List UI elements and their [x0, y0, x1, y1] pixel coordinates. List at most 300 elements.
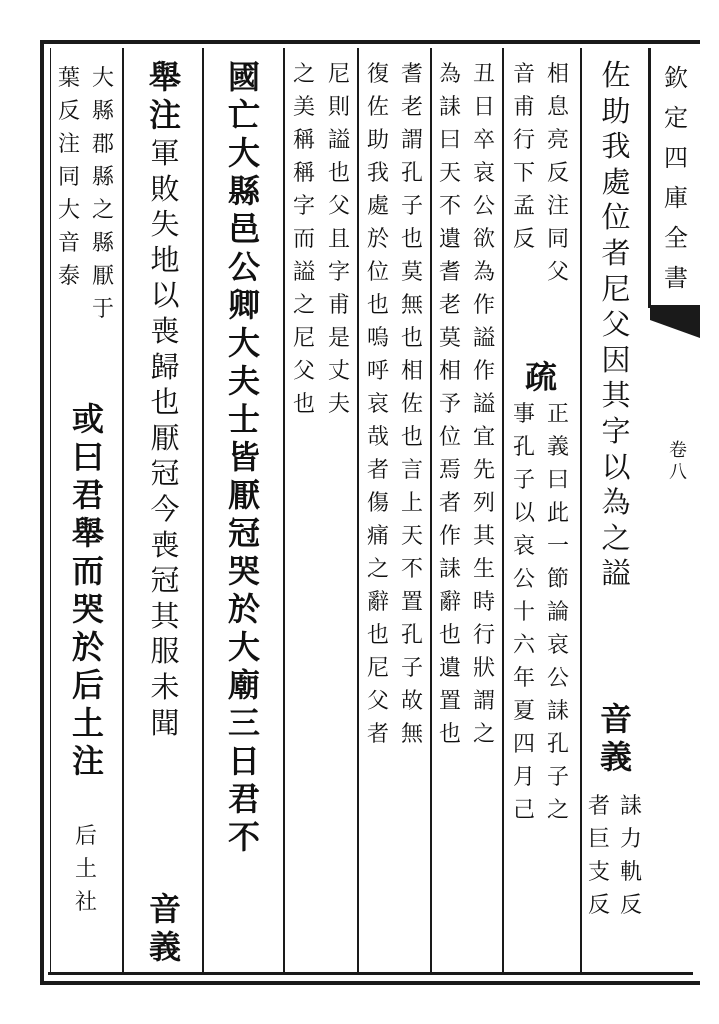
annotation-text — [86, 62, 120, 326]
glyph: 位 — [438, 425, 461, 450]
glyph: 時 — [472, 590, 495, 615]
glyph: 之 — [472, 722, 495, 747]
column-text — [508, 358, 574, 396]
glyph: 一 — [546, 534, 569, 559]
glyph: 天 — [438, 161, 461, 186]
text-column-1 — [586, 58, 646, 592]
glyph: 字 — [601, 413, 631, 448]
glyph: 者 — [587, 794, 610, 819]
glyph: 哀 — [512, 534, 535, 559]
glyph: 復 — [366, 62, 389, 87]
glyph: 服 — [150, 634, 180, 669]
glyph: 未 — [150, 669, 180, 704]
glyph: 曰 — [546, 468, 569, 493]
glyph: 軌 — [619, 860, 642, 885]
glyph: 稱 — [292, 128, 315, 153]
glyph: 年 — [512, 666, 535, 691]
glyph: 聞 — [150, 705, 180, 740]
glyph: 公 — [472, 194, 495, 219]
fishtail-mark — [650, 308, 700, 368]
glyph: 君 — [227, 780, 260, 818]
annotation-2e — [506, 398, 542, 827]
glyph: 而 — [292, 227, 315, 252]
glyph: 節 — [546, 567, 569, 592]
glyph: 士 — [227, 400, 260, 438]
glyph: 反 — [57, 99, 80, 124]
glyph: 痛 — [366, 524, 389, 549]
annotation-text — [583, 790, 615, 922]
glyph: 子 — [400, 656, 423, 681]
annotation-text — [506, 58, 542, 256]
glyph: 公 — [546, 666, 569, 691]
glyph: 反 — [619, 893, 642, 918]
inner-rule — [50, 48, 51, 974]
glyph: 我 — [366, 161, 389, 186]
glyph: 月 — [512, 765, 535, 790]
annotation-8d — [66, 820, 106, 919]
glyph: 舉 — [148, 58, 181, 96]
glyph: 呼 — [366, 359, 389, 384]
glyph: 以 — [512, 501, 535, 526]
glyph: 焉 — [438, 458, 461, 483]
glyph: 君 — [71, 476, 104, 514]
glyph: 冠 — [150, 563, 180, 598]
glyph: 其 — [150, 598, 180, 633]
glyph: 此 — [546, 501, 569, 526]
annotation-text — [66, 820, 106, 919]
glyph: 公 — [512, 567, 535, 592]
glyph: 不 — [400, 557, 423, 582]
column-divider — [202, 48, 204, 972]
glyph: 謚 — [472, 392, 495, 417]
glyph: 相 — [438, 359, 461, 384]
glyph: 大 — [91, 66, 114, 91]
glyph: 全 — [664, 224, 688, 252]
glyph: 社 — [74, 890, 97, 915]
glyph: 論 — [546, 600, 569, 625]
glyph: 也 — [438, 722, 461, 747]
glyph: 之 — [601, 520, 631, 555]
glyph: 十 — [512, 600, 535, 625]
glyph: 八 — [669, 462, 687, 483]
glyph: 之 — [546, 798, 569, 823]
glyph: 誄 — [438, 95, 461, 120]
glyph: 我 — [601, 129, 631, 164]
glyph: 縣 — [91, 165, 114, 190]
glyph: 哭 — [227, 552, 260, 590]
column-text — [208, 58, 280, 856]
glyph: 注 — [546, 194, 569, 219]
annotation-text — [432, 58, 468, 751]
glyph: 失 — [150, 207, 180, 242]
juan-text — [660, 440, 696, 484]
annotation-2b — [506, 58, 542, 256]
glyph: 於 — [227, 590, 260, 628]
glyph: 父 — [292, 359, 315, 384]
glyph: 孔 — [546, 732, 569, 757]
glyph: 公 — [227, 248, 260, 286]
glyph: 者 — [366, 458, 389, 483]
glyph: 相 — [400, 359, 423, 384]
glyph: 冠 — [227, 514, 260, 552]
bottom-rule — [48, 972, 693, 975]
glyph: 于 — [91, 297, 114, 322]
glyph: 且 — [327, 227, 350, 252]
glyph: 則 — [327, 95, 350, 120]
glyph: 大 — [57, 198, 80, 223]
glyph: 卿 — [227, 286, 260, 324]
glyph: 三 — [227, 704, 260, 742]
glyph: 泰 — [57, 264, 80, 289]
glyph: 甫 — [327, 293, 350, 318]
annotation-text — [506, 398, 542, 827]
glyph: 是 — [327, 326, 350, 351]
glyph: 疏 — [524, 358, 557, 396]
annotation-text — [540, 58, 576, 289]
annotation-text — [360, 58, 396, 751]
glyph: 謚 — [327, 128, 350, 153]
glyph: 夫 — [327, 392, 350, 417]
glyph: 之 — [366, 557, 389, 582]
glyph: 於 — [71, 628, 104, 666]
annotation-4b — [360, 58, 396, 751]
glyph: 誄 — [619, 794, 642, 819]
glyph: 卒 — [472, 128, 495, 153]
glyph: 不 — [227, 818, 260, 856]
glyph: 因 — [601, 342, 631, 377]
glyph: 稱 — [292, 161, 315, 186]
column-text — [586, 700, 646, 776]
glyph: 父 — [601, 307, 631, 342]
glyph: 行 — [512, 128, 535, 153]
annotation-4a — [394, 58, 430, 751]
annotation-text — [321, 58, 357, 421]
glyph: 言 — [400, 458, 423, 483]
annotation-text — [615, 790, 647, 922]
column-divider — [283, 48, 285, 972]
glyph: 尼 — [327, 62, 350, 87]
glyph: 上 — [400, 491, 423, 516]
annotation-text — [52, 62, 86, 293]
glyph: 耆 — [438, 260, 461, 285]
glyph: 尼 — [292, 326, 315, 351]
glyph: 欲 — [472, 227, 495, 252]
glyph: 音 — [148, 890, 181, 928]
glyph: 相 — [546, 62, 569, 87]
glyph: 哉 — [366, 425, 389, 450]
glyph: 置 — [438, 689, 461, 714]
glyph: 於 — [366, 227, 389, 252]
annotation-3a — [466, 58, 502, 751]
glyph: 莫 — [400, 260, 423, 285]
glyph: 大 — [227, 324, 260, 362]
glyph: 卷 — [669, 440, 687, 461]
glyph: 助 — [601, 93, 631, 128]
glyph: 字 — [292, 194, 315, 219]
glyph: 廟 — [227, 666, 260, 704]
text-column-6 — [208, 58, 280, 856]
glyph: 大 — [227, 134, 260, 172]
glyph: 同 — [546, 227, 569, 252]
margin-title-text — [654, 58, 698, 298]
glyph: 也 — [400, 326, 423, 351]
glyph: 冠 — [150, 456, 180, 491]
glyph: 哀 — [472, 161, 495, 186]
shu-marker — [508, 358, 574, 396]
glyph: 曰 — [71, 438, 104, 476]
glyph: 其 — [472, 524, 495, 549]
glyph: 義 — [599, 738, 632, 776]
annotation-text — [540, 398, 576, 827]
text-column-1-yinyi — [586, 700, 646, 776]
glyph: 遺 — [438, 656, 461, 681]
glyph: 也 — [438, 623, 461, 648]
glyph: 日 — [472, 95, 495, 120]
glyph: 孟 — [512, 194, 535, 219]
glyph: 狀 — [472, 656, 495, 681]
glyph: 處 — [601, 164, 631, 199]
glyph: 處 — [366, 194, 389, 219]
glyph: 同 — [57, 165, 80, 190]
text-column-7-note — [130, 136, 200, 741]
glyph: 尼 — [601, 271, 631, 306]
glyph: 亮 — [546, 128, 569, 153]
text-column-8-main — [56, 400, 120, 780]
glyph: 佐 — [400, 392, 423, 417]
glyph: 孔 — [512, 435, 535, 460]
glyph: 無 — [400, 293, 423, 318]
glyph: 六 — [512, 633, 535, 658]
glyph: 音 — [57, 231, 80, 256]
glyph: 美 — [292, 95, 315, 120]
glyph: 故 — [400, 689, 423, 714]
glyph: 者 — [366, 722, 389, 747]
glyph: 佐 — [601, 58, 631, 92]
glyph: 喪 — [150, 313, 180, 348]
glyph: 之 — [292, 293, 315, 318]
glyph: 之 — [91, 198, 114, 223]
glyph: 不 — [438, 194, 461, 219]
glyph: 注 — [71, 742, 104, 780]
margin-title — [654, 58, 698, 298]
glyph: 音 — [512, 62, 535, 87]
glyph: 作 — [472, 359, 495, 384]
glyph: 義 — [148, 928, 181, 966]
glyph: 者 — [601, 235, 631, 270]
glyph: 日 — [227, 742, 260, 780]
glyph: 宜 — [472, 425, 495, 450]
annotation-text — [394, 58, 430, 751]
column-divider — [357, 48, 359, 972]
glyph: 尼 — [366, 656, 389, 681]
glyph: 謂 — [400, 128, 423, 153]
glyph: 予 — [438, 392, 461, 417]
glyph: 地 — [150, 242, 180, 277]
glyph: 事 — [512, 402, 535, 427]
glyph: 丑 — [472, 62, 495, 87]
glyph: 庫 — [664, 184, 688, 212]
glyph: 厭 — [150, 420, 180, 455]
glyph: 厭 — [91, 264, 114, 289]
glyph: 其 — [601, 378, 631, 413]
glyph: 音 — [599, 700, 632, 738]
glyph: 字 — [327, 260, 350, 285]
glyph: 老 — [400, 95, 423, 120]
annotation-8a — [86, 62, 120, 326]
annotation-5a — [321, 58, 357, 421]
glyph: 四 — [664, 144, 688, 172]
glyph: 行 — [472, 623, 495, 648]
glyph: 父 — [366, 689, 389, 714]
glyph: 遺 — [438, 227, 461, 252]
glyph: 葉 — [57, 66, 80, 91]
glyph: 也 — [400, 425, 423, 450]
glyph: 歸 — [150, 349, 180, 384]
glyph: 謚 — [292, 260, 315, 285]
glyph: 謚 — [601, 556, 631, 591]
glyph: 作 — [438, 524, 461, 549]
column-text — [586, 58, 646, 592]
glyph: 孔 — [400, 623, 423, 648]
glyph: 縣 — [91, 99, 114, 124]
glyph: 為 — [472, 260, 495, 285]
glyph: 誄 — [546, 699, 569, 724]
glyph: 哀 — [366, 392, 389, 417]
glyph: 甫 — [512, 95, 535, 120]
glyph: 子 — [512, 468, 535, 493]
annotation-3b — [432, 58, 468, 751]
glyph: 以 — [150, 278, 180, 313]
annotation-8b — [52, 62, 86, 293]
glyph: 子 — [400, 194, 423, 219]
glyph: 哀 — [546, 633, 569, 658]
glyph: 辭 — [366, 590, 389, 615]
annotation-1b — [583, 790, 615, 922]
glyph: 置 — [400, 590, 423, 615]
glyph: 定 — [664, 104, 688, 132]
glyph: 助 — [366, 128, 389, 153]
column-text — [56, 400, 120, 780]
glyph: 天 — [400, 524, 423, 549]
glyph: 也 — [150, 385, 180, 420]
column-text — [130, 58, 200, 134]
column-divider — [580, 48, 582, 972]
glyph: 正 — [546, 402, 569, 427]
glyph: 注 — [148, 96, 181, 134]
glyph: 郡 — [91, 132, 114, 157]
glyph: 或 — [71, 400, 104, 438]
glyph: 辭 — [438, 590, 461, 615]
glyph: 下 — [512, 161, 535, 186]
glyph: 夫 — [227, 362, 260, 400]
glyph: 孔 — [400, 161, 423, 186]
text-column-7-yinyi — [130, 890, 200, 966]
juan-label — [660, 440, 696, 484]
glyph: 位 — [366, 260, 389, 285]
glyph: 誄 — [438, 557, 461, 582]
glyph: 敗 — [150, 171, 180, 206]
glyph: 大 — [227, 628, 260, 666]
glyph: 生 — [472, 557, 495, 582]
glyph: 欽 — [664, 64, 688, 92]
glyph: 曰 — [438, 128, 461, 153]
glyph: 為 — [601, 485, 631, 520]
glyph: 后 — [74, 824, 97, 849]
glyph: 縣 — [227, 172, 260, 210]
glyph: 哭 — [71, 590, 104, 628]
glyph: 力 — [619, 827, 642, 852]
glyph: 巨 — [587, 827, 610, 852]
glyph: 四 — [512, 732, 535, 757]
glyph: 息 — [546, 95, 569, 120]
glyph: 土 — [71, 704, 104, 742]
glyph: 也 — [327, 161, 350, 186]
glyph: 舉 — [71, 514, 104, 552]
glyph: 老 — [438, 293, 461, 318]
glyph: 父 — [327, 194, 350, 219]
glyph: 也 — [292, 392, 315, 417]
glyph: 而 — [71, 552, 104, 590]
glyph: 亡 — [227, 96, 260, 134]
column-text — [130, 136, 200, 741]
glyph: 軍 — [150, 136, 180, 170]
glyph: 丈 — [327, 359, 350, 384]
glyph: 先 — [472, 458, 495, 483]
glyph: 為 — [438, 62, 461, 87]
glyph: 反 — [587, 893, 610, 918]
column-text — [130, 890, 200, 966]
annotation-5b — [286, 58, 322, 421]
glyph: 以 — [601, 449, 631, 484]
glyph: 反 — [512, 227, 535, 252]
glyph: 書 — [664, 264, 688, 292]
annotation-2a — [540, 58, 576, 289]
glyph: 佐 — [366, 95, 389, 120]
glyph: 注 — [57, 132, 80, 157]
annotation-2d — [540, 398, 576, 827]
glyph: 謚 — [472, 326, 495, 351]
glyph: 義 — [546, 435, 569, 460]
glyph: 之 — [292, 62, 315, 87]
glyph: 反 — [546, 161, 569, 186]
glyph: 嗚 — [366, 326, 389, 351]
glyph: 也 — [366, 293, 389, 318]
glyph: 也 — [400, 227, 423, 252]
glyph: 己 — [512, 798, 535, 823]
glyph: 傷 — [366, 491, 389, 516]
glyph: 喪 — [150, 527, 180, 562]
glyph: 皆 — [227, 438, 260, 476]
glyph: 者 — [438, 491, 461, 516]
glyph: 也 — [366, 623, 389, 648]
column-divider — [122, 48, 124, 972]
column-divider — [502, 48, 504, 972]
glyph: 子 — [546, 765, 569, 790]
glyph: 土 — [74, 857, 97, 882]
glyph: 厭 — [227, 476, 260, 514]
annotation-1a — [615, 790, 647, 922]
glyph: 父 — [546, 260, 569, 285]
glyph: 后 — [71, 666, 104, 704]
text-column-7-head — [130, 58, 200, 134]
glyph: 耆 — [400, 62, 423, 87]
glyph: 今 — [150, 491, 180, 526]
glyph: 支 — [587, 860, 610, 885]
glyph: 謂 — [472, 689, 495, 714]
glyph: 莫 — [438, 326, 461, 351]
glyph: 國 — [227, 58, 260, 96]
glyph: 位 — [601, 200, 631, 235]
